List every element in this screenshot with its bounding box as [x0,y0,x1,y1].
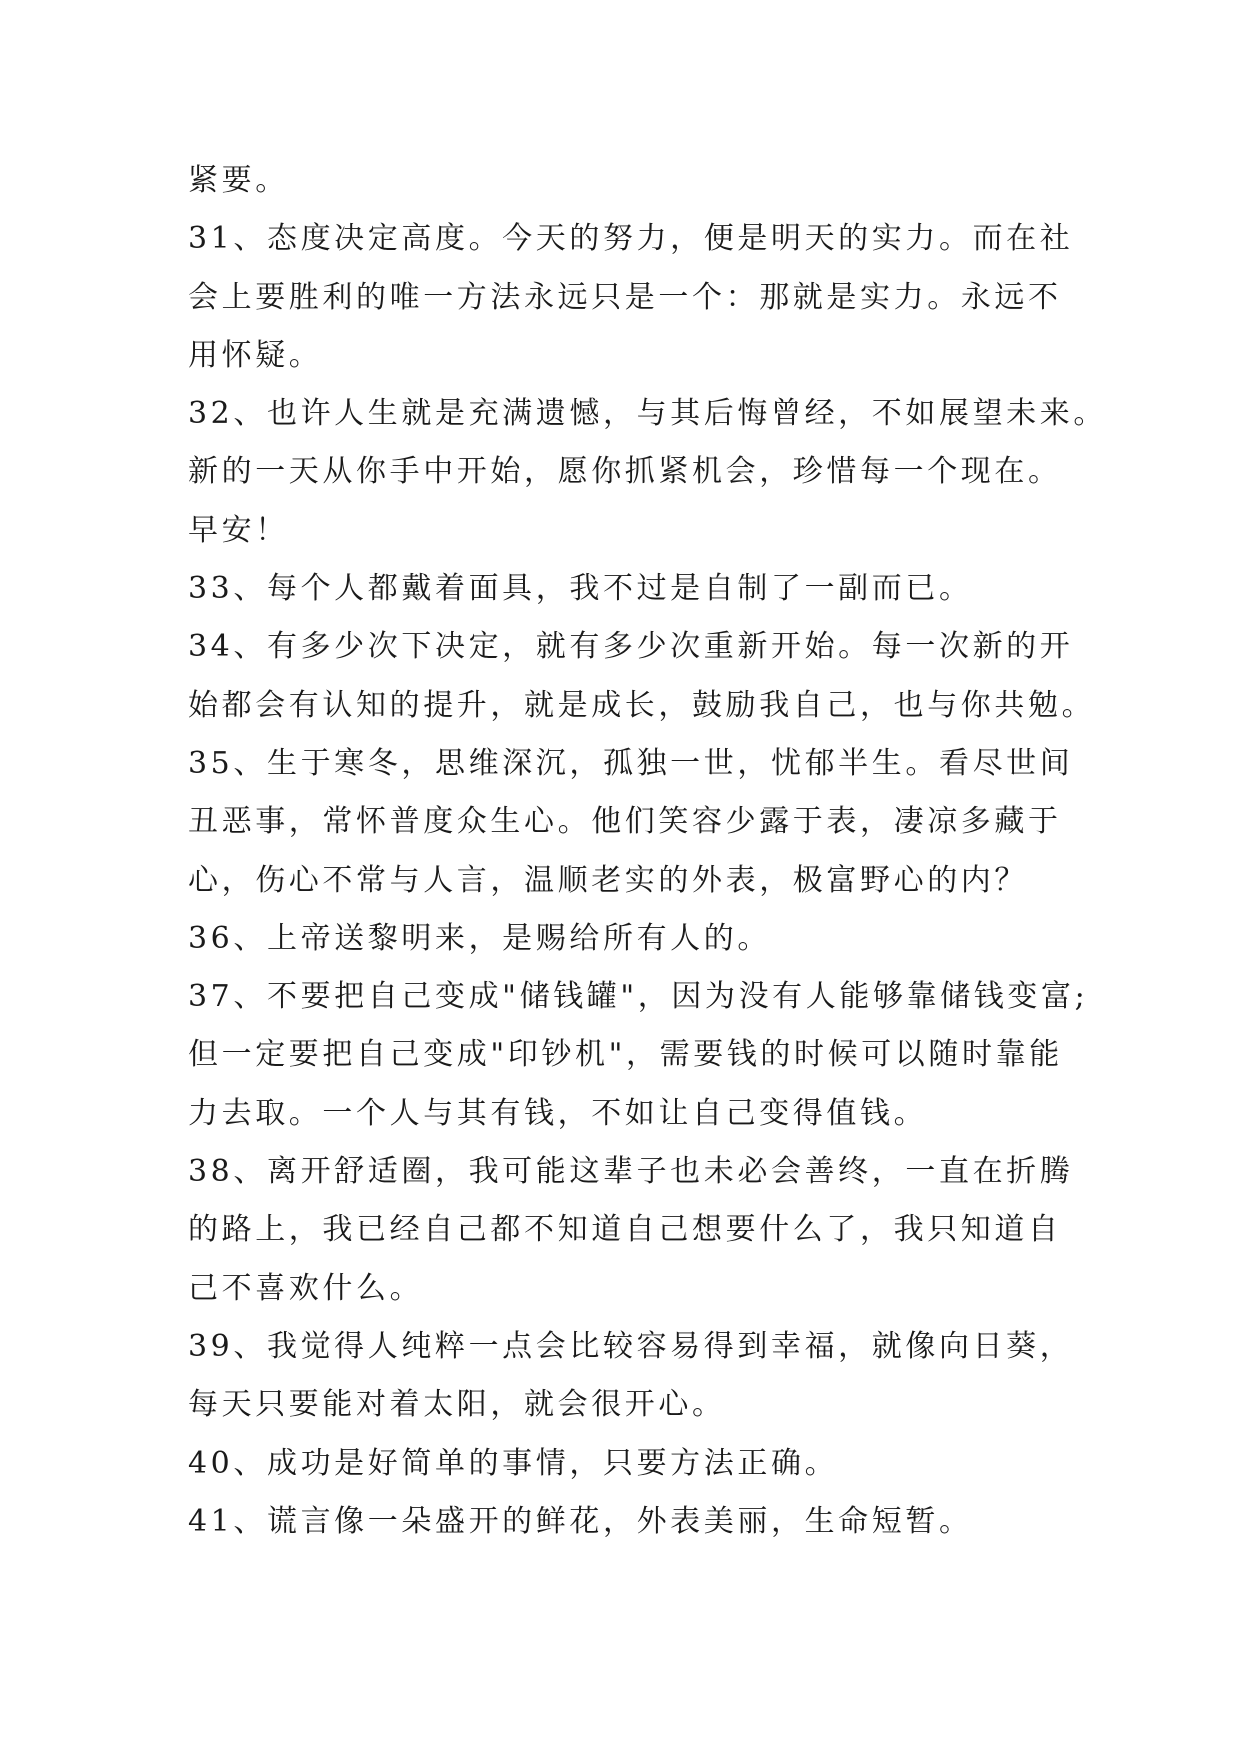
text-line: 35、生于寒冬，思维深沉，孤独一世，忧郁半生。看尽世间 [188,745,1074,781]
text-line: 但一定要把自己变成"印钞机"，需要钱的时候可以随时靠能 [188,1037,1063,1073]
text-line: 会上要胜利的唯一方法永远只是一个：那就是实力。永远不 [188,279,1062,315]
text-line: 始都会有认知的提升，就是成长，鼓励我自己，也与你共勉。 [188,687,1096,723]
text-line: 37、不要把自己变成"储钱罐"，因为没有人能够靠储钱变富; [188,979,1089,1015]
text-line: 41、谎言像一朵盛开的鲜花，外表美丽，生命短暂。 [188,1503,973,1539]
text-line: 32、也许人生就是充满遗憾，与其后悔曾经，不如展望未来。 [188,396,1107,432]
text-line: 40、成功是好简单的事情，只要方法正确。 [188,1445,839,1481]
text-line: 每天只要能对着太阳，就会很开心。 [188,1387,726,1423]
text-line: 38、离开舒适圈，我可能这辈子也未必会善终，一直在折腾 [188,1154,1074,1190]
document-body [188,152,1107,1551]
text-line: 用怀疑。 [188,337,323,373]
text-line: 心，伤心不常与人言，温顺老实的外表，极富野心的内？ [188,862,1028,898]
text-line: 己不喜欢什么。 [188,1270,424,1306]
text-line: 早安！ [188,512,289,548]
text-line: 33、每个人都戴着面具，我不过是自制了一副而已。 [188,571,973,607]
text-line: 39、我觉得人纯粹一点会比较容易得到幸福，就像向日葵， [188,1328,1074,1364]
text-line: 新的一天从你手中开始，愿你抓紧机会，珍惜每一个现在。 [188,454,1062,490]
text-line: 31、态度决定高度。今天的努力，便是明天的实力。而在社 [188,221,1074,257]
text-line: 34、有多少次下决定，就有多少次重新开始。每一次新的开 [188,629,1074,665]
text-line: 力去取。一个人与其有钱，不如让自己变得值钱。 [188,1095,928,1131]
text-line: 36、上帝送黎明来，是赐给所有人的。 [188,920,771,956]
text-line: 的路上，我已经自己都不知道自己想要什么了，我只知道自 [188,1212,1062,1248]
text-line: 丑恶事，常怀普度众生心。他们笑容少露于表，凄凉多藏于 [188,804,1062,840]
text-line: 紧要。 [188,163,289,198]
